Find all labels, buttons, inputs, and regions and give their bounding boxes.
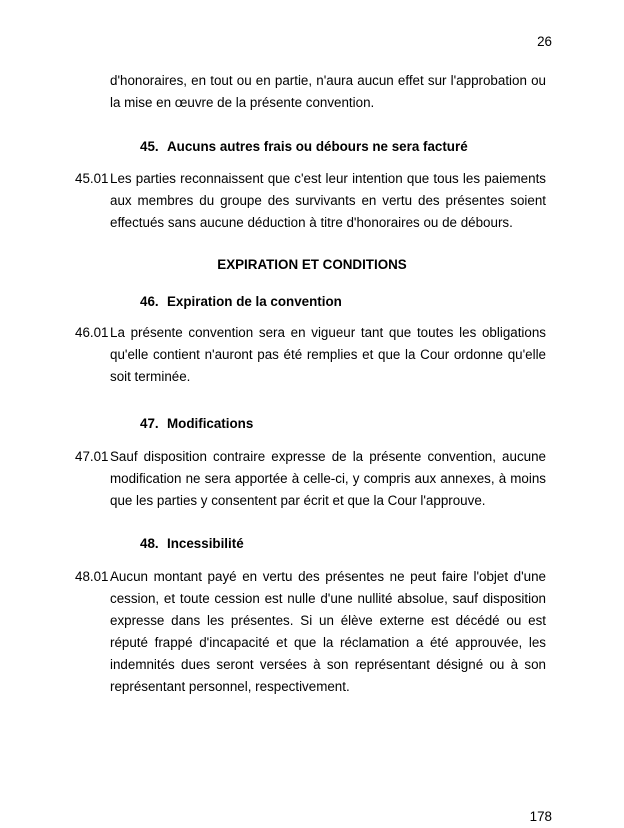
section-47-number: 47.: [140, 416, 159, 431]
clause-47-01: [0, 446, 624, 512]
clause-45-01-text: Les parties reconnaissent que c'est leur intention que tous les paiements aux membres du groupe des survivants en vertu des présentes soient effectués sans aucune déduction à titre d'honoraires ou de débours.: [110, 171, 546, 230]
section-45-number: 45.: [140, 139, 159, 154]
clause-48-01-text: Aucun montant payé en vertu des présentes ne peut faire l'objet d'une cession, et toute cession est nulle d'une nullité absolue, sauf disposition expresse dans les présentes. Si un élève externe est décédé ou est réputé frappé d'incapacité et que la réclamation a été approuvée, les indemnités dues seront versées à son représentant désigné ou à son représentant personnel, respectivement.: [110, 569, 546, 694]
clause-48-01-number: 48.01: [75, 569, 109, 584]
clause-45-01: [0, 168, 624, 234]
section-48-heading: [0, 533, 624, 555]
section-46-number: 46.: [140, 294, 159, 309]
section-47-title: Modifications: [167, 416, 254, 431]
clause-45-01-number: 45.01: [75, 171, 109, 186]
clause-47-01-number: 47.01: [75, 449, 109, 464]
clause-48-01: [0, 566, 624, 698]
page-number-footer: 178: [529, 809, 552, 824]
clause-47-01-text: Sauf disposition contraire expresse de la présente convention, aucune modification ne sera apportée à celle-ci, y compris aux annexes, à moins que les parties y consentent par écrit et que la Cour l'approuve.: [110, 449, 546, 508]
clause-46-01-text: La présente convention sera en vigueur tant que toutes les obligations qu'elle contient n'auront pas été remplies et que la Cour ordonne qu'elle soit terminée.: [110, 325, 546, 384]
continuation-paragraph: d'honoraires, en tout ou en partie, n'aura aucun effet sur l'approbation ou la mise en œuvre de la présente convention.: [110, 73, 546, 110]
section-47-heading: [0, 413, 624, 435]
clause-46-01-number: 46.01: [75, 325, 109, 340]
page-number-header: 26: [537, 34, 552, 49]
part-heading-expiration-et-conditions: EXPIRATION ET CONDITIONS: [217, 257, 407, 272]
section-45-heading: [0, 136, 624, 158]
section-45-title: Aucuns autres frais ou débours ne sera facturé: [167, 139, 468, 154]
section-48-title: Incessibilité: [167, 536, 244, 551]
clause-46-01: [0, 322, 624, 388]
section-46-heading: [0, 291, 624, 313]
section-48-number: 48.: [140, 536, 159, 551]
section-46-title: Expiration de la convention: [167, 294, 342, 309]
